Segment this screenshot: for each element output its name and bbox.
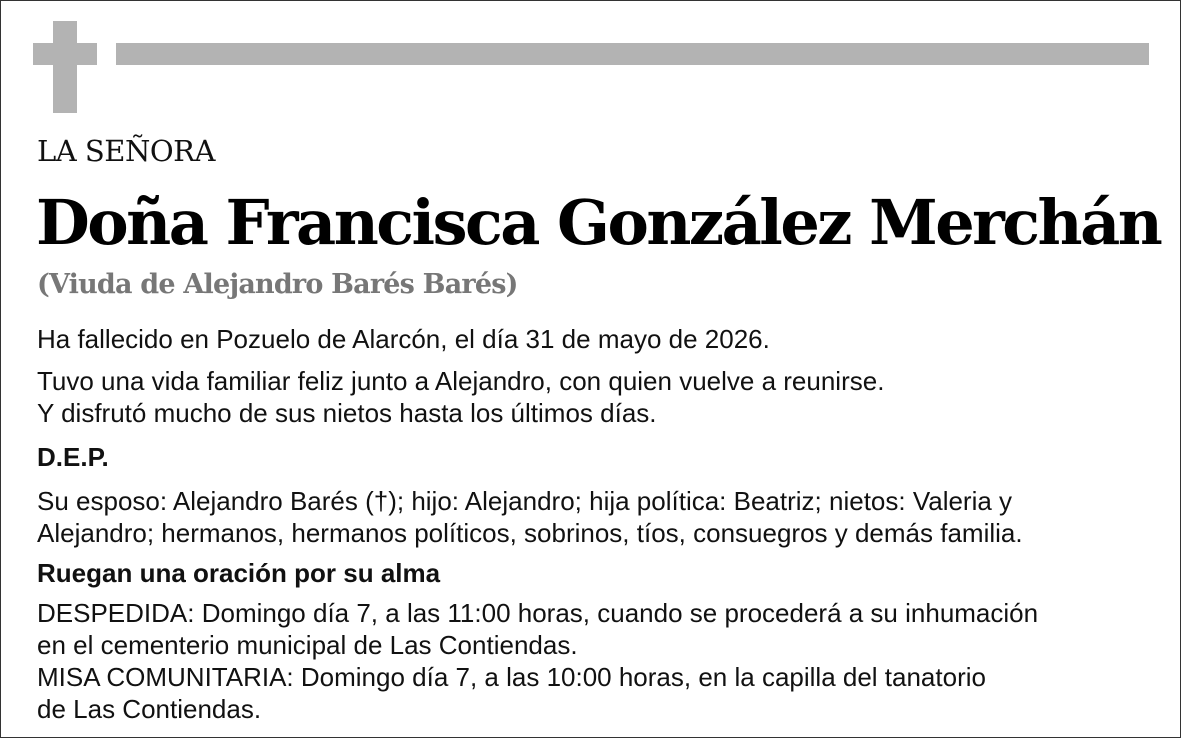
service-paragraph xyxy=(37,597,1147,725)
family-paragraph xyxy=(37,485,1147,549)
family-line: Su esposo: Alejandro Barés (†); hijo: Alejandro; hija política: Beatriz; nietos: Valeria y xyxy=(37,486,1013,516)
service-line: DESPEDIDA: Domingo día 7, a las 11:00 horas, cuando se procederá a su inhumación xyxy=(37,598,1039,628)
header-rule xyxy=(116,43,1149,65)
life-line: Y disfrutó mucho de sus nietos hasta los últimos días. xyxy=(37,398,657,428)
service-line: de Las Contiendas. xyxy=(37,694,262,724)
notice-body xyxy=(37,323,1147,725)
life-paragraph xyxy=(37,365,1147,429)
dep-heading: D.E.P. xyxy=(37,442,109,472)
service-line: MISA COMUNITARIA: Domingo día 7, a las 10:00 horas, en la capilla del tanatorio xyxy=(37,662,986,692)
honorific: LA SEÑORA xyxy=(37,134,215,168)
service-line: en el cementerio municipal de Las Contiendas. xyxy=(37,630,578,660)
prayer-heading: Ruegan una oración por su alma xyxy=(37,558,441,588)
deceased-name: Doña Francisca González Merchán xyxy=(36,186,1161,259)
cross-vertical-bar xyxy=(53,21,77,113)
cross-horizontal-bar xyxy=(33,43,97,65)
death-announcement: Ha fallecido en Pozuelo de Alarcón, el día 31 de mayo de 2026. xyxy=(37,324,770,354)
life-line: Tuvo una vida familiar feliz junto a Alejandro, con quien vuelve a reunirse. xyxy=(37,366,885,396)
widow-note: (Viuda de Alejandro Barés Barés) xyxy=(37,269,518,300)
family-line: Alejandro; hermanos, hermanos políticos, sobrinos, tíos, consuegros y demás familia. xyxy=(37,518,1023,548)
